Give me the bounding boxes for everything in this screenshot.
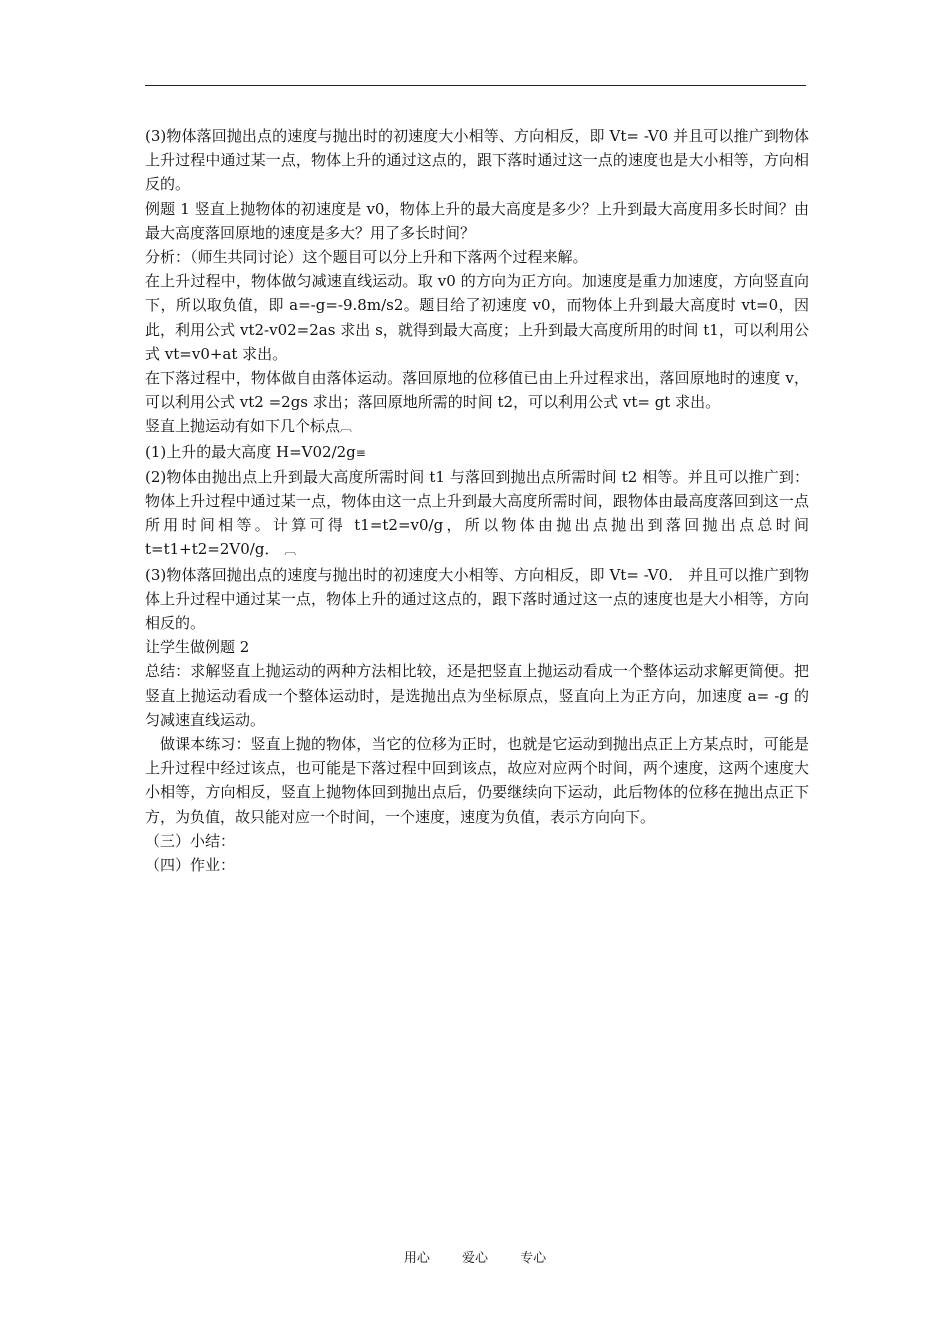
bracket-mark: ︹: [340, 420, 352, 435]
time-symmetry-text: (2)物体由抛出点上升到最大高度所需时间 t1 与落回到抛出点所需时间 t2 相等。并且可以推广到：物体上升过程中通过某一点，物体由这一点上升到最大高度所需时间，跟物体由最高度落回到这一点所用时间相等。计算可得 t1=t2=v0/g，所以物体由抛出点抛出到落回抛出点总时间 t=t1+t2=2V0/g．: [145, 467, 809, 559]
paragraph-ascent: 在上升过程中，物体做匀减速直线运动。取 v0 的方向为正方向。加速度是重力加速度，方向竖直向下，所以取负值，即 a=-g=-9.8m/s2。题目给了初速度 v0，而物体上升到最大高度时 vt=0，因此，利用公式 vt2-v02=2as 求出 s，就得到最大高度；上升到最大高度所用的时间 t1，可以利用公式 vt=v0+at 求出。: [145, 272, 809, 363]
paragraph-velocity-symmetry-2: (3)物体落回抛出点的速度与抛出时的初速度大小相等、方向相反，即 Vt= -V0． 并且可以推广到物体上升过程中通过某一点，物体上升的通过这点的，跟下落时通过这一点的速度也是大小相等，方向相反的。: [145, 565, 809, 633]
paragraph-example-1: 例题 1 竖直上抛物体的初速度是 v0，物体上升的最大高度是多少？上升到最大高度用多长时间？由最大高度落回原地的速度是多大？用了多长时间？: [145, 199, 809, 242]
equiv-mark: ≡: [355, 445, 365, 460]
paragraph-key-points-heading: [145, 414, 809, 439]
page-footer: [0, 1247, 950, 1266]
paragraph-time-symmetry: [145, 465, 809, 563]
paragraph-summary: 总结：求解竖直上抛运动的两种方法相比较，还是把竖直上抛运动看成一个整体运动求解更简便。把竖直上抛运动看成一个整体运动时，是选抛出点为坐标原点，竖直向上为正方向，加速度 a= -g 的匀减速直线运动。: [145, 662, 809, 729]
footer-text-2: 爱心: [461, 1251, 488, 1266]
paragraph-analysis: 分析：（师生共同讨论）这个题目可以分上升和下落两个过程来解。: [145, 248, 588, 267]
paragraph-example-2: 让学生做例题 2: [145, 638, 250, 657]
bracket-mark-2: ︹: [284, 543, 296, 558]
paragraph-descent: 在下落过程中，物体做自由落体运动。落回原地的位移值已由上升过程求出，落回原地时的速度 v，可以利用公式 vt2 =2gs 求出；落回原地所需的时间 t2，可以利用公式 vt= gt 求出。: [145, 369, 809, 412]
footer-text-3: 专心: [520, 1251, 547, 1266]
paragraph-velocity-symmetry: (3)物体落回抛出点的速度与抛出时的初速度大小相等、方向相反，即 Vt= -V0 并且可以推广到物体上升过程中通过某一点，物体上升的通过这点的，跟下落时通过这一点的速度也是大小相等，方向相反的。: [145, 127, 809, 194]
section-recap: （三）小结：: [145, 831, 236, 850]
header-rule: [145, 85, 806, 86]
key-points-text: 竖直上抛运动有如下几个标点: [145, 417, 341, 436]
section-homework: （四）作业：: [145, 856, 236, 875]
paragraph-max-height: [145, 440, 809, 465]
max-height-text: (1)上升的最大高度 H=V02/2g: [145, 442, 356, 461]
paragraph-exercise: 做课本练习：竖直上抛的物体，当它的位移为正时，也就是它运动到抛出点正上方某点时，可能是上升过程中经过该点，也可能是下落过程中回到该点，故应对应两个时间，两个速度，这两个速度大小相等，方向相反，竖直上抛物体回到抛出点后，仍要继续向下运动，此后物体的位移在抛出点正下方，为负值，故只能对应一个时间，一个速度，速度为负值，表示方向向下。: [145, 735, 809, 826]
footer-text-1: 用心: [403, 1251, 430, 1266]
document-body: [145, 124, 809, 877]
